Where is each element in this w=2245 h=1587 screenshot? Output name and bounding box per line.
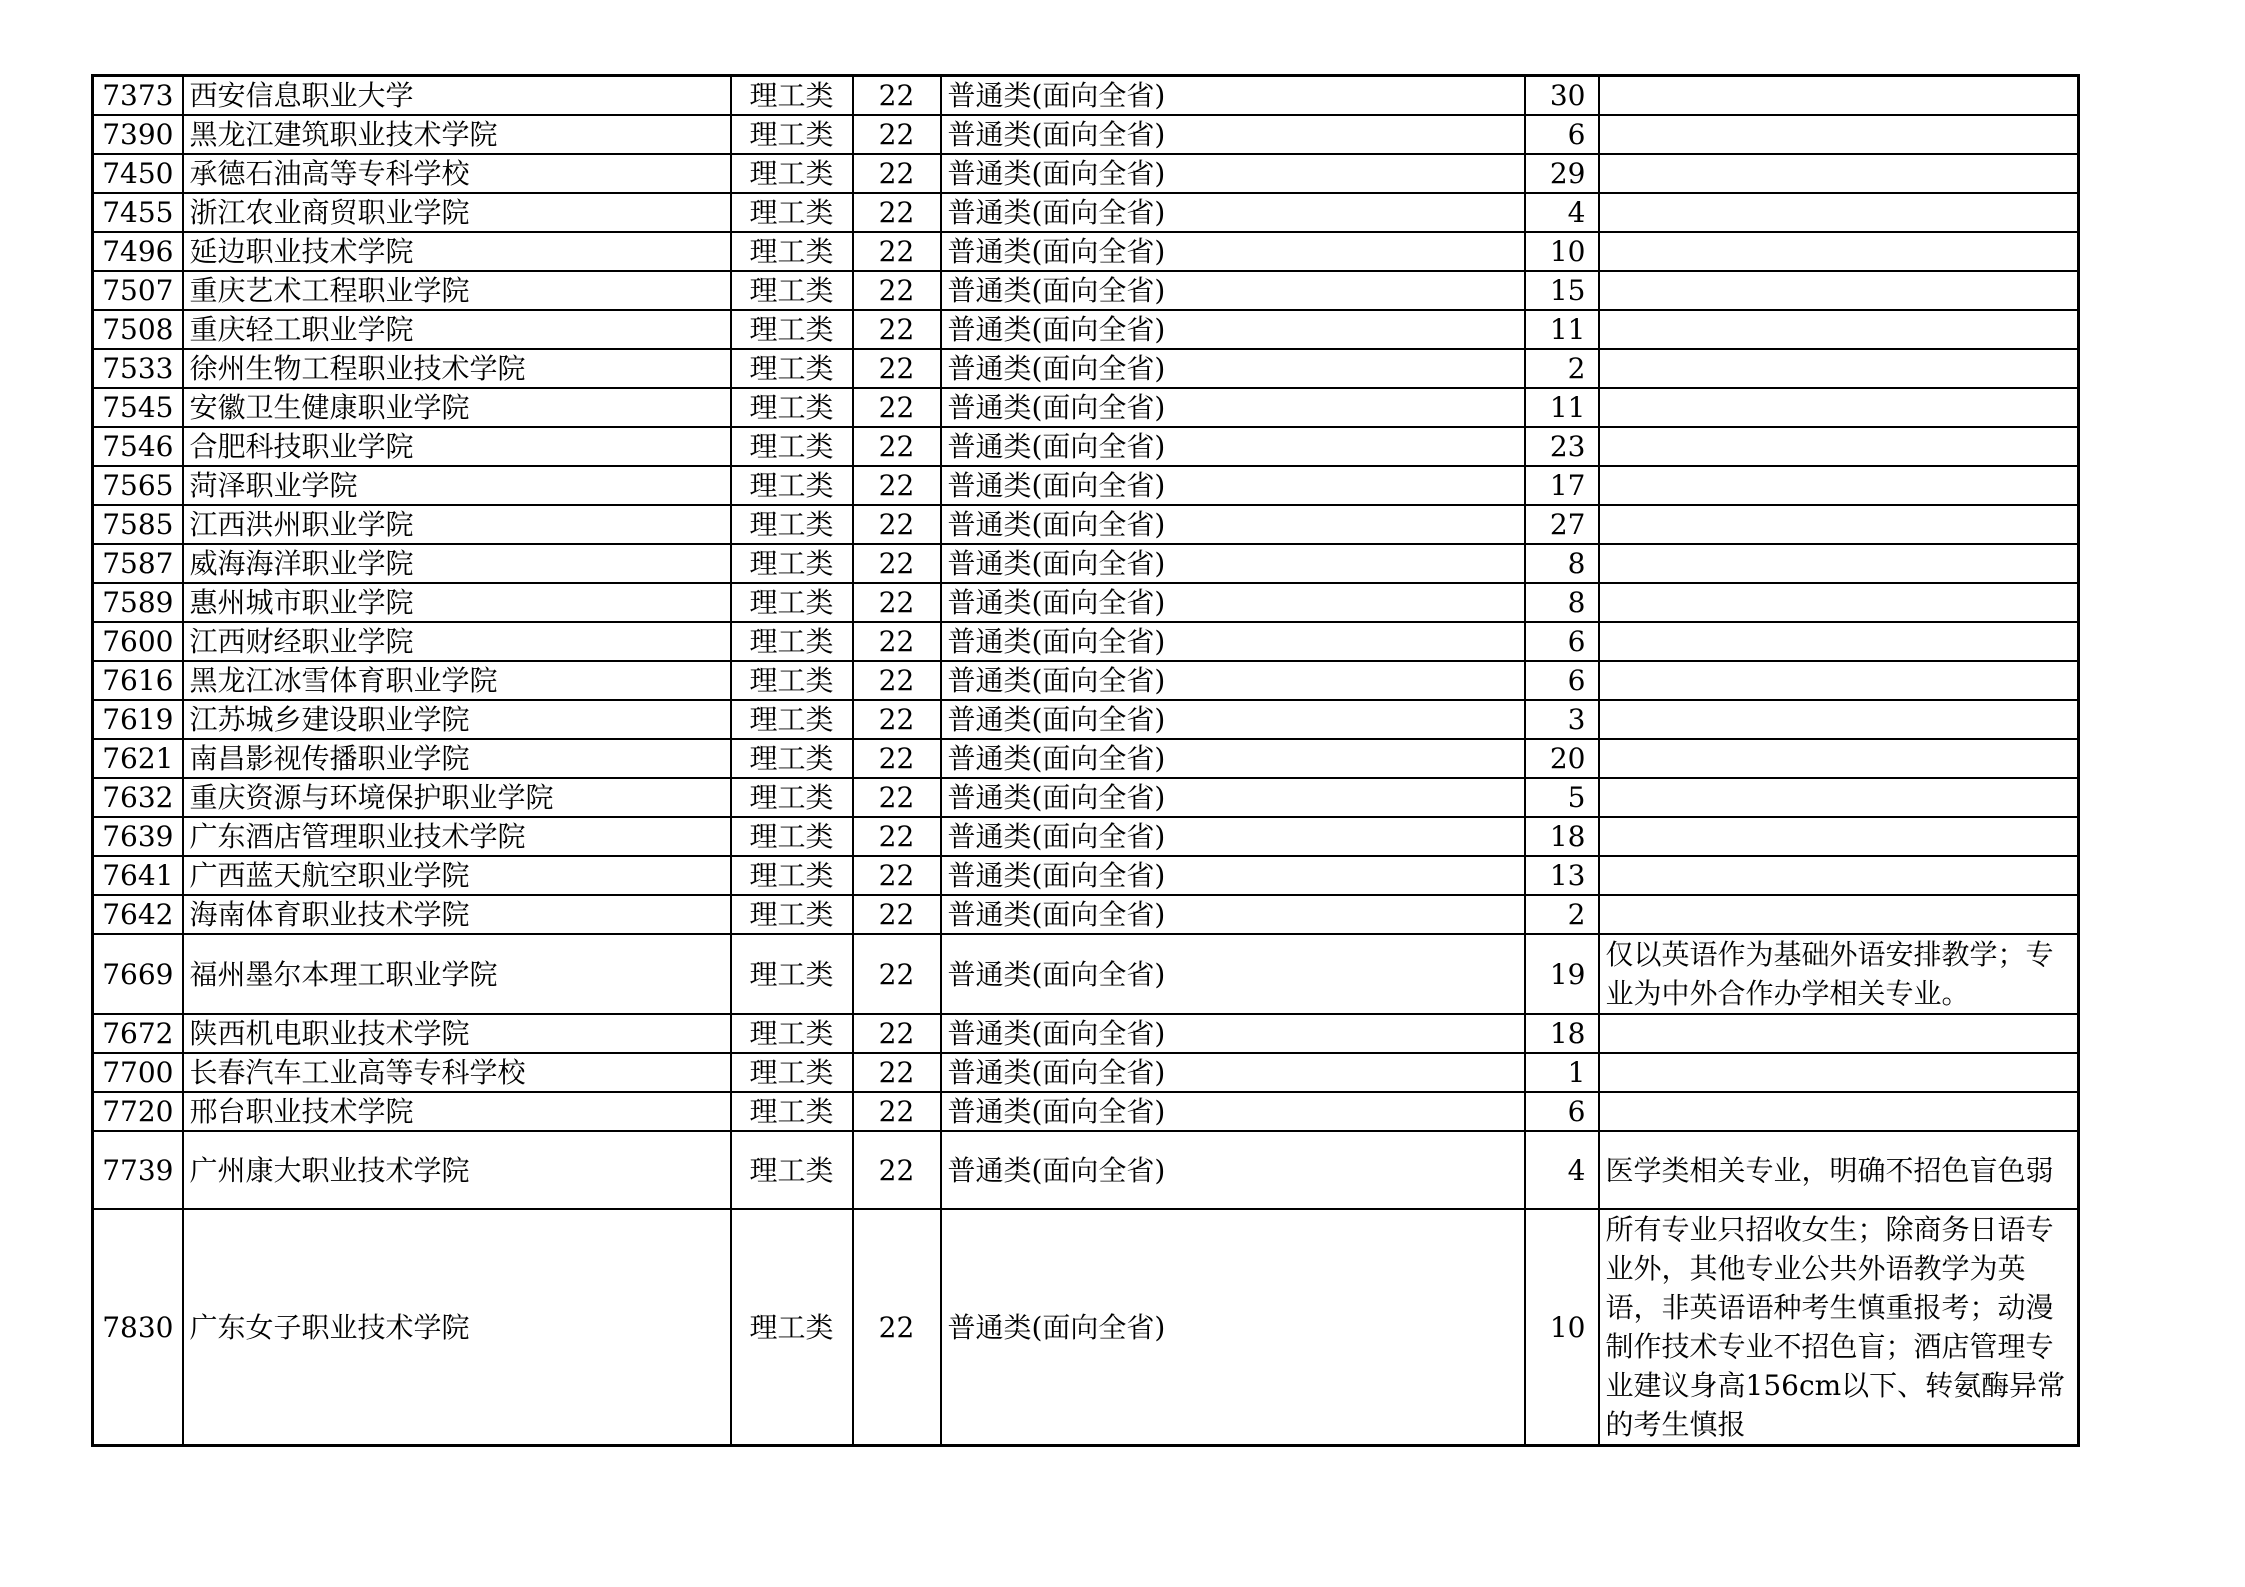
table-row xyxy=(93,817,2079,856)
plan-count-cell: 23 xyxy=(1525,427,1599,466)
school-name-cell: 江苏城乡建设职业学院 xyxy=(183,700,731,739)
school-code-cell: 7587 xyxy=(93,544,183,583)
plan-count-cell: 4 xyxy=(1525,193,1599,232)
plan-type-cell: 普通类(面向全省) xyxy=(941,856,1525,895)
plan-type-cell: 普通类(面向全省) xyxy=(941,895,1525,934)
plan-type-cell: 普通类(面向全省) xyxy=(941,388,1525,427)
note-cell xyxy=(1599,895,2079,934)
plan-count-cell: 2 xyxy=(1525,349,1599,388)
admission-plan-table xyxy=(91,74,2080,1447)
table-row xyxy=(93,388,2079,427)
school-name-cell: 承德石油高等专科学校 xyxy=(183,154,731,193)
plan-count-cell: 6 xyxy=(1525,661,1599,700)
subject-category-cell: 理工类 xyxy=(731,1092,853,1131)
note-cell xyxy=(1599,700,2079,739)
subject-category-cell: 理工类 xyxy=(731,349,853,388)
batch-code-cell: 22 xyxy=(853,583,941,622)
subject-category-cell: 理工类 xyxy=(731,622,853,661)
school-name-cell: 菏泽职业学院 xyxy=(183,466,731,505)
plan-type-cell: 普通类(面向全省) xyxy=(941,466,1525,505)
note-cell xyxy=(1599,505,2079,544)
table-row xyxy=(93,739,2079,778)
plan-count-cell: 20 xyxy=(1525,739,1599,778)
school-name-cell: 重庆艺术工程职业学院 xyxy=(183,271,731,310)
batch-code-cell: 22 xyxy=(853,466,941,505)
note-cell xyxy=(1599,622,2079,661)
school-code-cell: 7496 xyxy=(93,232,183,271)
subject-category-cell: 理工类 xyxy=(731,934,853,1014)
batch-code-cell: 22 xyxy=(853,1014,941,1053)
subject-category-cell: 理工类 xyxy=(731,895,853,934)
school-code-cell: 7632 xyxy=(93,778,183,817)
note-cell xyxy=(1599,1053,2079,1092)
table-row xyxy=(93,466,2079,505)
plan-count-cell: 10 xyxy=(1525,1209,1599,1446)
table-row xyxy=(93,271,2079,310)
school-name-cell: 合肥科技职业学院 xyxy=(183,427,731,466)
plan-count-cell: 6 xyxy=(1525,622,1599,661)
note-cell xyxy=(1599,115,2079,154)
school-code-cell: 7720 xyxy=(93,1092,183,1131)
subject-category-cell: 理工类 xyxy=(731,1014,853,1053)
table-row xyxy=(93,856,2079,895)
school-code-cell: 7619 xyxy=(93,700,183,739)
school-name-cell: 南昌影视传播职业学院 xyxy=(183,739,731,778)
school-code-cell: 7616 xyxy=(93,661,183,700)
table-row xyxy=(93,349,2079,388)
table-row xyxy=(93,310,2079,349)
note-cell xyxy=(1599,310,2079,349)
school-code-cell: 7508 xyxy=(93,310,183,349)
school-code-cell: 7641 xyxy=(93,856,183,895)
note-cell xyxy=(1599,544,2079,583)
plan-type-cell: 普通类(面向全省) xyxy=(941,76,1525,116)
batch-code-cell: 22 xyxy=(853,310,941,349)
subject-category-cell: 理工类 xyxy=(731,1131,853,1209)
school-code-cell: 7545 xyxy=(93,388,183,427)
note-cell xyxy=(1599,466,2079,505)
plan-type-cell: 普通类(面向全省) xyxy=(941,622,1525,661)
note-cell xyxy=(1599,193,2079,232)
plan-type-cell: 普通类(面向全省) xyxy=(941,349,1525,388)
plan-type-cell: 普通类(面向全省) xyxy=(941,1014,1525,1053)
batch-code-cell: 22 xyxy=(853,700,941,739)
school-name-cell: 黑龙江冰雪体育职业学院 xyxy=(183,661,731,700)
school-code-cell: 7830 xyxy=(93,1209,183,1446)
batch-code-cell: 22 xyxy=(853,505,941,544)
subject-category-cell: 理工类 xyxy=(731,1053,853,1092)
table-row xyxy=(93,661,2079,700)
plan-count-cell: 29 xyxy=(1525,154,1599,193)
school-code-cell: 7585 xyxy=(93,505,183,544)
note-cell xyxy=(1599,778,2079,817)
table-row xyxy=(93,1053,2079,1092)
plan-type-cell: 普通类(面向全省) xyxy=(941,271,1525,310)
plan-type-cell: 普通类(面向全省) xyxy=(941,661,1525,700)
plan-type-cell: 普通类(面向全省) xyxy=(941,1209,1525,1446)
plan-type-cell: 普通类(面向全省) xyxy=(941,232,1525,271)
plan-count-cell: 27 xyxy=(1525,505,1599,544)
note-cell xyxy=(1599,817,2079,856)
school-name-cell: 广西蓝天航空职业学院 xyxy=(183,856,731,895)
subject-category-cell: 理工类 xyxy=(731,739,853,778)
note-cell xyxy=(1599,1092,2079,1131)
plan-count-cell: 17 xyxy=(1525,466,1599,505)
plan-count-cell: 2 xyxy=(1525,895,1599,934)
plan-type-cell: 普通类(面向全省) xyxy=(941,193,1525,232)
school-code-cell: 7450 xyxy=(93,154,183,193)
school-name-cell: 海南体育职业技术学院 xyxy=(183,895,731,934)
note-cell xyxy=(1599,856,2079,895)
batch-code-cell: 22 xyxy=(853,778,941,817)
note-cell xyxy=(1599,349,2079,388)
plan-count-cell: 18 xyxy=(1525,1014,1599,1053)
subject-category-cell: 理工类 xyxy=(731,154,853,193)
school-name-cell: 惠州城市职业学院 xyxy=(183,583,731,622)
plan-count-cell: 6 xyxy=(1525,115,1599,154)
plan-count-cell: 6 xyxy=(1525,1092,1599,1131)
plan-type-cell: 普通类(面向全省) xyxy=(941,544,1525,583)
school-name-cell: 威海海洋职业学院 xyxy=(183,544,731,583)
plan-type-cell: 普通类(面向全省) xyxy=(941,154,1525,193)
subject-category-cell: 理工类 xyxy=(731,466,853,505)
note-cell xyxy=(1599,427,2079,466)
school-code-cell: 7589 xyxy=(93,583,183,622)
subject-category-cell: 理工类 xyxy=(731,856,853,895)
subject-category-cell: 理工类 xyxy=(731,544,853,583)
school-code-cell: 7642 xyxy=(93,895,183,934)
table-row xyxy=(93,934,2079,1014)
school-code-cell: 7533 xyxy=(93,349,183,388)
plan-type-cell: 普通类(面向全省) xyxy=(941,505,1525,544)
batch-code-cell: 22 xyxy=(853,622,941,661)
batch-code-cell: 22 xyxy=(853,1092,941,1131)
table-row xyxy=(93,1014,2079,1053)
batch-code-cell: 22 xyxy=(853,427,941,466)
plan-count-cell: 8 xyxy=(1525,544,1599,583)
school-code-cell: 7700 xyxy=(93,1053,183,1092)
subject-category-cell: 理工类 xyxy=(731,778,853,817)
table-row xyxy=(93,232,2079,271)
subject-category-cell: 理工类 xyxy=(731,427,853,466)
school-code-cell: 7373 xyxy=(93,76,183,116)
subject-category-cell: 理工类 xyxy=(731,76,853,116)
batch-code-cell: 22 xyxy=(853,115,941,154)
plan-type-cell: 普通类(面向全省) xyxy=(941,778,1525,817)
school-code-cell: 7507 xyxy=(93,271,183,310)
plan-count-cell: 5 xyxy=(1525,778,1599,817)
subject-category-cell: 理工类 xyxy=(731,232,853,271)
school-name-cell: 陕西机电职业技术学院 xyxy=(183,1014,731,1053)
note-cell xyxy=(1599,232,2079,271)
school-name-cell: 浙江农业商贸职业学院 xyxy=(183,193,731,232)
table-row xyxy=(93,193,2079,232)
plan-type-cell: 普通类(面向全省) xyxy=(941,427,1525,466)
subject-category-cell: 理工类 xyxy=(731,310,853,349)
school-name-cell: 江西洪州职业学院 xyxy=(183,505,731,544)
table-row xyxy=(93,76,2079,116)
plan-type-cell: 普通类(面向全省) xyxy=(941,1053,1525,1092)
batch-code-cell: 22 xyxy=(853,349,941,388)
subject-category-cell: 理工类 xyxy=(731,193,853,232)
plan-type-cell: 普通类(面向全省) xyxy=(941,817,1525,856)
plan-count-cell: 10 xyxy=(1525,232,1599,271)
plan-type-cell: 普通类(面向全省) xyxy=(941,1131,1525,1209)
note-cell xyxy=(1599,271,2079,310)
note-cell xyxy=(1599,583,2079,622)
school-name-cell: 福州墨尔本理工职业学院 xyxy=(183,934,731,1014)
plan-type-cell: 普通类(面向全省) xyxy=(941,583,1525,622)
plan-count-cell: 8 xyxy=(1525,583,1599,622)
note-cell xyxy=(1599,76,2079,116)
subject-category-cell: 理工类 xyxy=(731,271,853,310)
school-code-cell: 7455 xyxy=(93,193,183,232)
school-code-cell: 7565 xyxy=(93,466,183,505)
note-cell: 仅以英语作为基础外语安排教学；专业为中外合作办学相关专业。 xyxy=(1599,934,2079,1014)
batch-code-cell: 22 xyxy=(853,1209,941,1446)
subject-category-cell: 理工类 xyxy=(731,817,853,856)
subject-category-cell: 理工类 xyxy=(731,1209,853,1446)
table-row xyxy=(93,583,2079,622)
school-name-cell: 广州康大职业技术学院 xyxy=(183,1131,731,1209)
note-cell xyxy=(1599,661,2079,700)
school-name-cell: 江西财经职业学院 xyxy=(183,622,731,661)
note-cell: 医学类相关专业，明确不招色盲色弱 xyxy=(1599,1131,2079,1209)
school-name-cell: 西安信息职业大学 xyxy=(183,76,731,116)
plan-count-cell: 15 xyxy=(1525,271,1599,310)
school-name-cell: 徐州生物工程职业技术学院 xyxy=(183,349,731,388)
school-code-cell: 7621 xyxy=(93,739,183,778)
school-code-cell: 7739 xyxy=(93,1131,183,1209)
school-code-cell: 7600 xyxy=(93,622,183,661)
batch-code-cell: 22 xyxy=(853,193,941,232)
batch-code-cell: 22 xyxy=(853,1053,941,1092)
school-name-cell: 广东女子职业技术学院 xyxy=(183,1209,731,1446)
plan-count-cell: 3 xyxy=(1525,700,1599,739)
plan-type-cell: 普通类(面向全省) xyxy=(941,934,1525,1014)
plan-count-cell: 13 xyxy=(1525,856,1599,895)
subject-category-cell: 理工类 xyxy=(731,700,853,739)
table-row xyxy=(93,622,2079,661)
school-code-cell: 7639 xyxy=(93,817,183,856)
plan-count-cell: 19 xyxy=(1525,934,1599,1014)
batch-code-cell: 22 xyxy=(853,232,941,271)
note-cell: 所有专业只招收女生；除商务日语专业外，其他专业公共外语教学为英语，非英语语种考生慎重报考；动漫制作技术专业不招色盲；酒店管理专业建议身高156cm以下、转氨酶异常的考生慎报 xyxy=(1599,1209,2079,1446)
note-cell xyxy=(1599,1014,2079,1053)
table-body xyxy=(93,76,2079,1446)
plan-count-cell: 11 xyxy=(1525,388,1599,427)
table-row xyxy=(93,895,2079,934)
subject-category-cell: 理工类 xyxy=(731,388,853,427)
table-row xyxy=(93,154,2079,193)
plan-count-cell: 1 xyxy=(1525,1053,1599,1092)
plan-type-cell: 普通类(面向全省) xyxy=(941,1092,1525,1131)
school-name-cell: 邢台职业技术学院 xyxy=(183,1092,731,1131)
batch-code-cell: 22 xyxy=(853,388,941,427)
school-name-cell: 广东酒店管理职业技术学院 xyxy=(183,817,731,856)
table-row xyxy=(93,700,2079,739)
batch-code-cell: 22 xyxy=(853,544,941,583)
table-row xyxy=(93,544,2079,583)
subject-category-cell: 理工类 xyxy=(731,583,853,622)
batch-code-cell: 22 xyxy=(853,739,941,778)
subject-category-cell: 理工类 xyxy=(731,115,853,154)
school-name-cell: 长春汽车工业高等专科学校 xyxy=(183,1053,731,1092)
school-name-cell: 延边职业技术学院 xyxy=(183,232,731,271)
plan-type-cell: 普通类(面向全省) xyxy=(941,310,1525,349)
table-row xyxy=(93,1131,2079,1209)
batch-code-cell: 22 xyxy=(853,817,941,856)
school-name-cell: 黑龙江建筑职业技术学院 xyxy=(183,115,731,154)
batch-code-cell: 22 xyxy=(853,856,941,895)
batch-code-cell: 22 xyxy=(853,661,941,700)
note-cell xyxy=(1599,739,2079,778)
note-cell xyxy=(1599,154,2079,193)
table-row xyxy=(93,115,2079,154)
batch-code-cell: 22 xyxy=(853,1131,941,1209)
note-cell xyxy=(1599,388,2079,427)
plan-type-cell: 普通类(面向全省) xyxy=(941,700,1525,739)
school-name-cell: 安徽卫生健康职业学院 xyxy=(183,388,731,427)
batch-code-cell: 22 xyxy=(853,76,941,116)
school-name-cell: 重庆资源与环境保护职业学院 xyxy=(183,778,731,817)
table-row xyxy=(93,778,2079,817)
batch-code-cell: 22 xyxy=(853,154,941,193)
batch-code-cell: 22 xyxy=(853,895,941,934)
table-row xyxy=(93,505,2079,544)
school-code-cell: 7669 xyxy=(93,934,183,1014)
school-name-cell: 重庆轻工职业学院 xyxy=(183,310,731,349)
subject-category-cell: 理工类 xyxy=(731,505,853,544)
plan-count-cell: 18 xyxy=(1525,817,1599,856)
school-code-cell: 7546 xyxy=(93,427,183,466)
table-row xyxy=(93,1209,2079,1446)
table-row xyxy=(93,427,2079,466)
batch-code-cell: 22 xyxy=(853,271,941,310)
plan-type-cell: 普通类(面向全省) xyxy=(941,115,1525,154)
school-code-cell: 7390 xyxy=(93,115,183,154)
plan-count-cell: 11 xyxy=(1525,310,1599,349)
subject-category-cell: 理工类 xyxy=(731,661,853,700)
batch-code-cell: 22 xyxy=(853,934,941,1014)
table-row xyxy=(93,1092,2079,1131)
plan-count-cell: 4 xyxy=(1525,1131,1599,1209)
plan-type-cell: 普通类(面向全省) xyxy=(941,739,1525,778)
plan-count-cell: 30 xyxy=(1525,76,1599,116)
school-code-cell: 7672 xyxy=(93,1014,183,1053)
